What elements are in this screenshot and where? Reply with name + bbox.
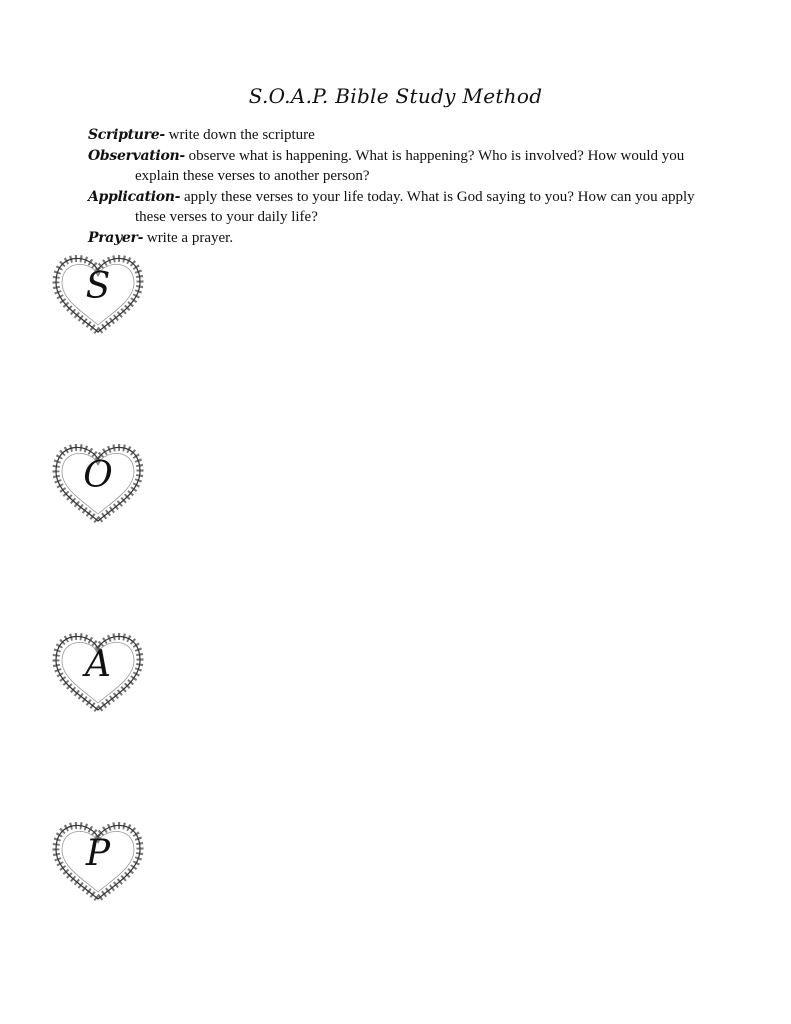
heart-letter-s: S [85,266,111,307]
entry-observation [88,146,728,187]
heart-letter-a: A [85,644,111,685]
term-scripture: Scripture- [88,127,165,143]
term-application: Application- [88,188,181,205]
heart-observation [48,437,148,527]
entry-prayer [88,228,728,249]
entry-observation-continuation: explain these verses to another person? [135,168,370,184]
entry-scripture-text: write down the scripture [164,127,315,143]
entry-observation-text: observe what is happening. What is happening? Who is involved? How would you [184,147,685,164]
page-title: S.O.A.P. Bible Study Method [248,84,543,108]
entry-application-text: apply these verses to your life today. What is God saying to you? How can you apply [180,188,695,205]
term-observation: Observation- [88,147,185,164]
term-prayer: Prayer- [88,229,144,246]
entry-prayer-text: write a prayer. [143,229,234,246]
heart-application [48,626,148,716]
heart-prayer [48,815,148,905]
entry-application [88,187,728,228]
heart-scripture [48,248,148,338]
method-description [88,125,728,248]
heart-letter-o: O [83,455,113,496]
entry-application-continuation: these verses to your daily life? [135,209,318,225]
entry-scripture [88,125,728,146]
heart-letter-p: P [85,833,111,874]
